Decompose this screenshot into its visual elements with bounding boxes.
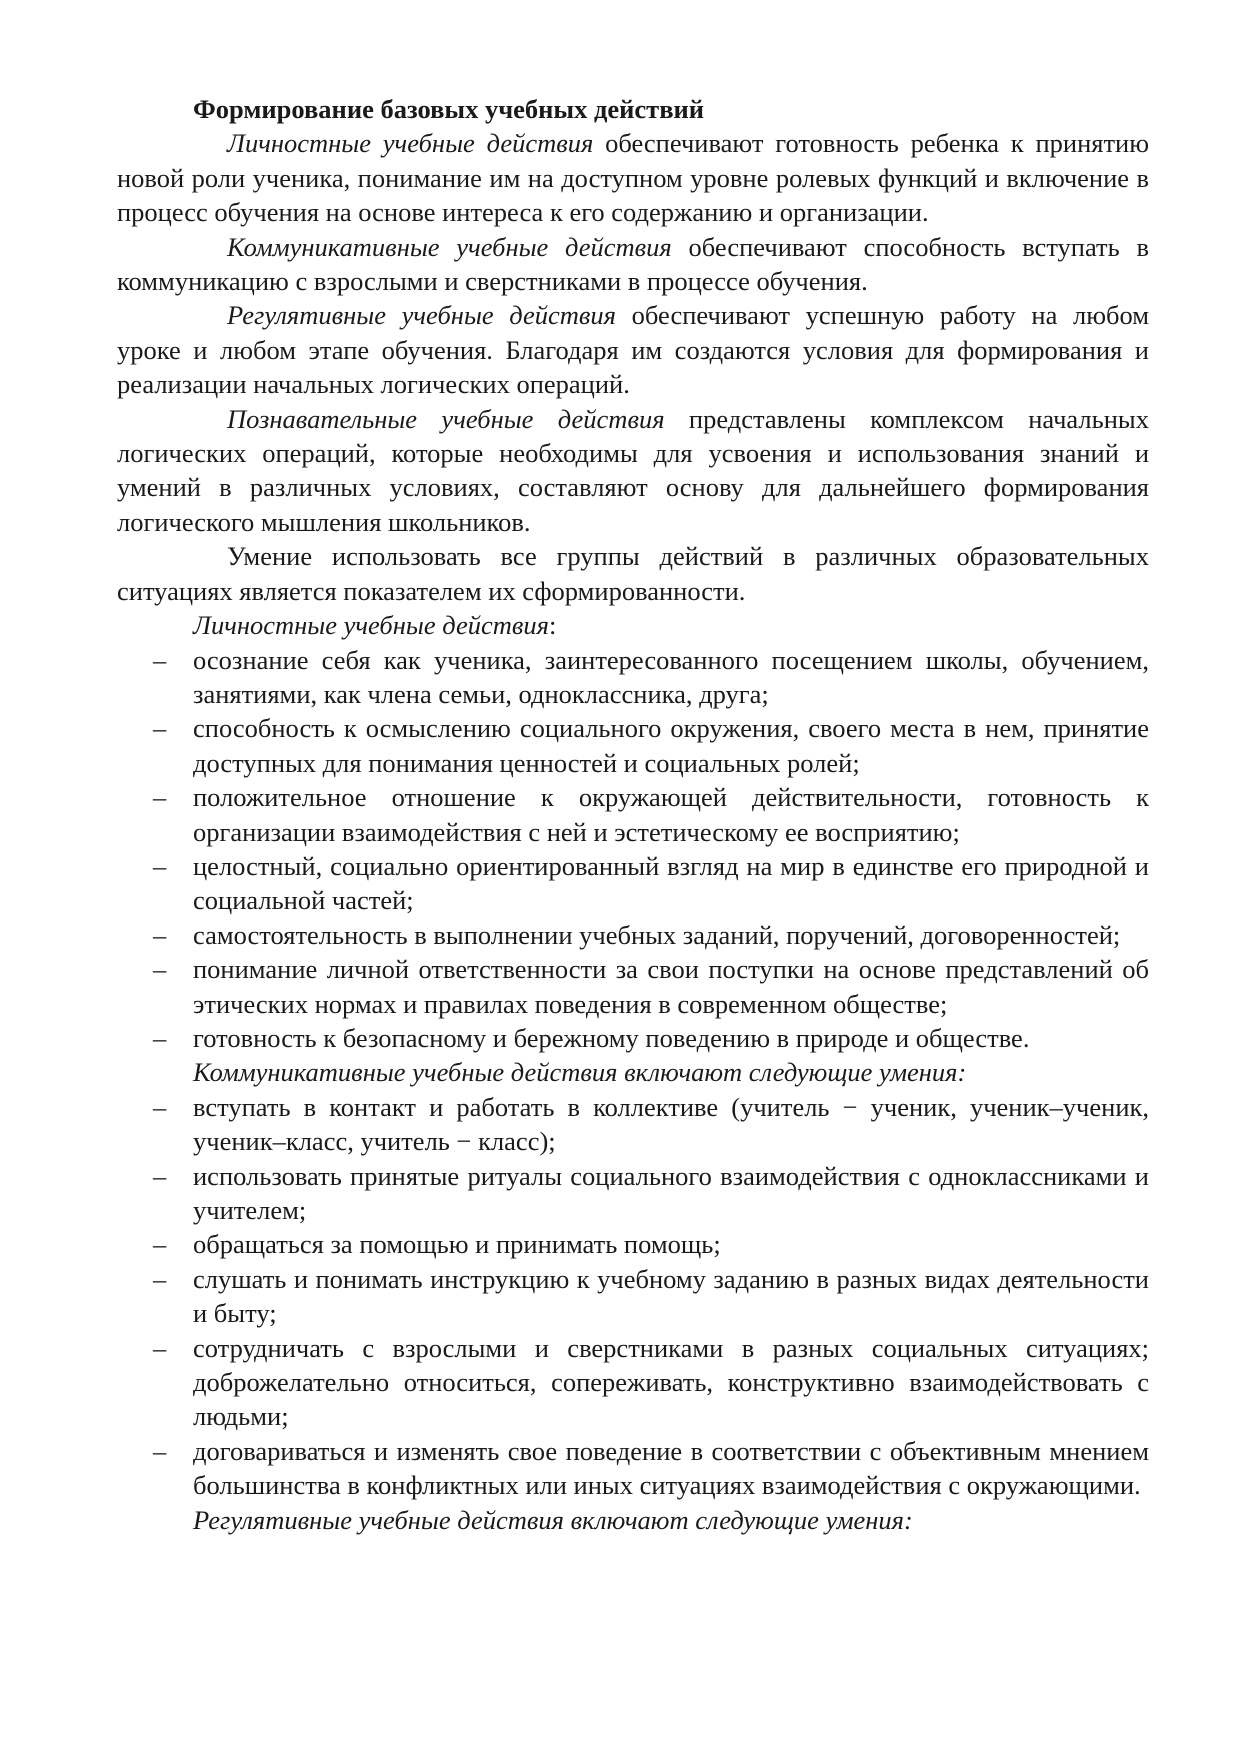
dash-bullet: – — [153, 954, 167, 985]
paragraph-cognitive — [117, 402, 1149, 540]
dash-bullet: – — [153, 1160, 167, 1191]
regulatory-actions-heading: Регулятивные учебные действия включают следующие умения: — [193, 1504, 913, 1535]
dash-bullet: – — [153, 644, 167, 675]
paragraph-communicative — [117, 230, 1149, 299]
list-item-text: положительное отношение к окружающей действительности, готовность к организации взаимодействия с ней и эстетическому ее восприятию; — [193, 782, 1149, 847]
communicative-actions-list — [117, 1090, 1149, 1503]
personal-actions-list — [117, 643, 1149, 1056]
paragraph-text: Умение использовать все группы действий в различных образовательных ситуациях является показателем их сформированности. — [117, 541, 1149, 606]
communicative-actions-heading: Коммуникативные учебные действия включают следующие умения: — [193, 1057, 967, 1088]
list-item — [117, 1227, 1149, 1261]
paragraph-term: Регулятивные учебные действия — [227, 300, 617, 331]
paragraph-text: обеспечивают готовность ребенка к принятию новой роли ученика, понимание им на доступном уровне ролевых функций и включение в процесс обучения на основе интереса к его содержанию и организации. — [117, 128, 1150, 228]
dash-bullet: – — [153, 1435, 167, 1466]
dash-bullet: – — [153, 850, 167, 881]
document-title: Формирование базовых учебных действий — [193, 94, 705, 124]
dash-bullet: – — [153, 919, 167, 950]
list-item — [117, 1331, 1149, 1434]
list-item — [117, 1021, 1149, 1055]
list-item — [117, 1262, 1149, 1331]
list-item — [117, 918, 1149, 952]
list-item-text: сотрудничать с взрослыми и сверстниками в разных социальных ситуациях; доброжелательно относиться, сопереживать, конструктивно взаимодействовать с людьми; — [193, 1332, 1149, 1432]
list-item — [117, 780, 1149, 849]
list-item-text: способность к осмыслению социального окружения, своего места в нем, принятие доступных для понимания ценностей и социальных ролей; — [193, 713, 1149, 778]
list-item — [117, 643, 1149, 712]
list-item — [117, 711, 1149, 780]
dash-bullet: – — [153, 713, 167, 744]
list-item-text: вступать в контакт и работать в коллективе (учитель − ученик, ученик–ученик, ученик–класс, учитель − класс); — [193, 1091, 1149, 1157]
list-item — [117, 849, 1149, 918]
list-item — [117, 1434, 1149, 1503]
document-page — [117, 92, 1149, 1537]
paragraph-text: представлены комплексом начальных логических операций, которые необходимы для усвоения и использования знаний и умений в различных условиях, составляют основу для дальнейшего формирования логического мышления школьников. — [117, 403, 1149, 537]
paragraph-term: Коммуникативные учебные действия — [227, 231, 672, 262]
dash-bullet: – — [153, 1229, 167, 1260]
list-item-text: самостоятельность в выполнении учебных заданий, поручений, договоренностей; — [193, 919, 1121, 950]
dash-bullet: – — [153, 1091, 167, 1122]
list-item-text: использовать принятые ритуалы социального взаимодействия с одноклассниками и учителем; — [193, 1160, 1149, 1225]
list-item-text: целостный, социально ориентированный взгляд на мир в единстве его природной и социальной частей; — [193, 850, 1149, 916]
personal-actions-heading — [117, 608, 1149, 642]
list-item — [117, 1090, 1149, 1159]
list-item — [117, 1159, 1149, 1228]
paragraph-text: обеспечивают способность вступать в коммуникацию с взрослыми и сверстниками в процессе обучения. — [117, 231, 1149, 297]
dash-bullet: – — [153, 1022, 167, 1053]
list-item-text: готовность к безопасному и бережному поведению в природе и обществе. — [193, 1022, 1030, 1053]
paragraph-text: обеспечивают успешную работу на любом уроке и любом этапе обучения. Благодаря им создаются условия для формирования и реализации начальных логических операций. — [117, 300, 1149, 400]
dash-bullet: – — [153, 1332, 167, 1363]
list-item-text: договариваться и изменять свое поведение в соответствии с объективным мнением большинства в конфликтных или иных ситуациях взаимодействия с окружающими. — [193, 1435, 1149, 1501]
dash-bullet: – — [153, 782, 167, 813]
paragraph-term: Личностные учебные действия — [227, 128, 594, 159]
dash-bullet: – — [153, 1263, 167, 1294]
paragraph-summary — [117, 539, 1149, 608]
subhead-colon: : — [548, 610, 557, 641]
list-item-text: обращаться за помощью и принимать помощь; — [193, 1229, 721, 1260]
subhead-text: Личностные учебные действия — [193, 610, 549, 641]
paragraph-term: Познавательные учебные действия — [227, 403, 665, 434]
list-item-text: слушать и понимать инструкцию к учебному заданию в разных видах деятельности и быту; — [193, 1263, 1149, 1329]
list-item-text: осознание себя как ученика, заинтересованного посещением школы, обучением, занятиями, как члена семьи, одноклассника, друга; — [193, 644, 1149, 709]
list-item-text: понимание личной ответственности за свои поступки на основе представлений об этических нормах и правилах поведения в современном обществе; — [193, 954, 1149, 1019]
list-item — [117, 952, 1149, 1021]
paragraph-regulatory — [117, 298, 1149, 401]
paragraph-personal — [117, 126, 1149, 229]
